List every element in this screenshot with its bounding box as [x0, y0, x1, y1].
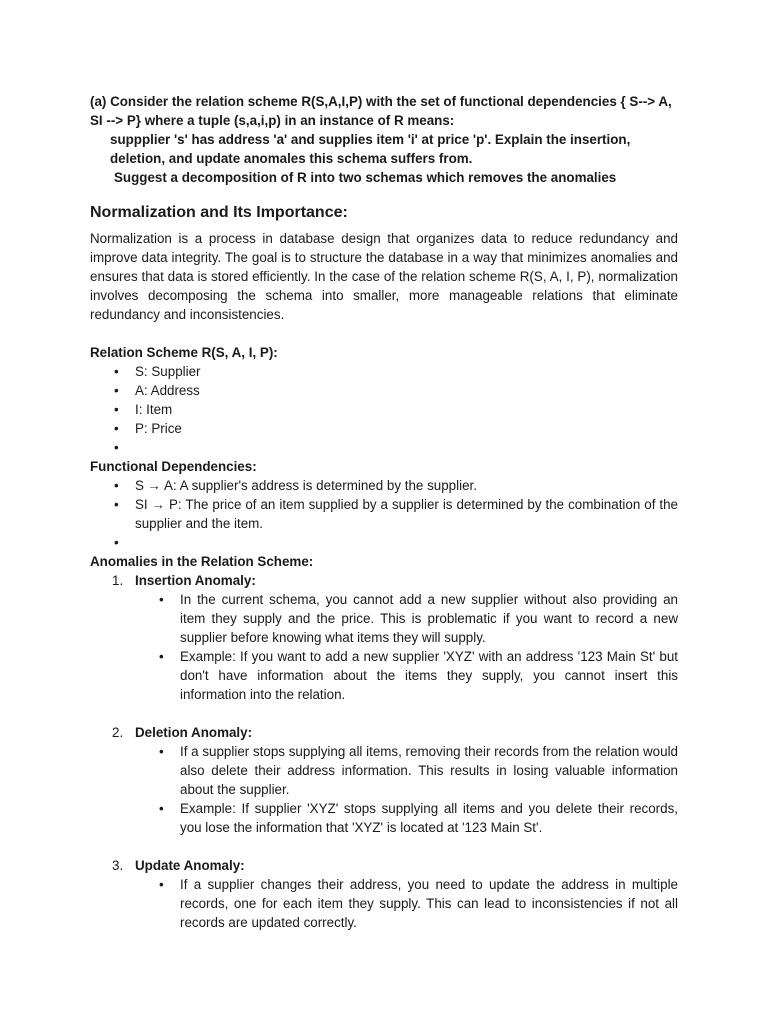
list-item-text: Example: If you want to add a new supplier 'XYZ' with an address '123 Main St' but don't have information about the items they supply, you cannot insert this information into the relation.	[180, 649, 678, 702]
list-item	[135, 799, 678, 837]
anomaly-number: 2.	[112, 725, 124, 740]
anomaly-item	[90, 856, 678, 932]
anomaly-points	[135, 590, 678, 704]
list-item-text: S: Supplier	[135, 364, 201, 379]
bullet-icon: •	[114, 535, 119, 550]
anomaly-number: 3.	[112, 858, 124, 873]
question-line-1: (a) Consider the relation scheme R(S,A,I,P) with the set of functional dependencies { S--> A, SI --> P} where a tuple (s,a,i,p) in an instance of R means:	[90, 94, 672, 128]
list-item-text: P: Price	[135, 421, 182, 436]
bullet-icon: •	[159, 744, 164, 759]
anomaly-points	[135, 875, 678, 932]
functional-dependencies-label: Functional Dependencies:	[90, 459, 257, 474]
list-item	[135, 742, 678, 799]
list-item-text: I: Item	[135, 402, 173, 417]
bullet-icon: •	[159, 649, 164, 664]
functional-dependencies-list	[90, 476, 678, 552]
question-line-3: Suggest a decomposition of R into two schemas which removes the anomalies	[114, 170, 617, 185]
bullet-icon: •	[114, 497, 119, 512]
relation-scheme-label: Relation Scheme R(S, A, I, P):	[90, 345, 278, 360]
relation-scheme-list	[90, 362, 678, 457]
list-item	[90, 419, 678, 438]
list-item-text: If a supplier changes their address, you need to update the address in multiple records, one for each item they supply. This can lead to inconsistencies if not all records are updated correctly.	[180, 877, 678, 930]
list-item	[135, 590, 678, 647]
list-item-text: A: Address	[135, 383, 200, 398]
anomaly-item	[90, 723, 678, 856]
document-page	[90, 92, 678, 932]
list-item	[90, 476, 678, 495]
anomaly-title: Insertion Anomaly:	[135, 573, 256, 588]
list-item-text: If a supplier stops supplying all items, removing their records from the relation would also delete their address information. This results in losing valuable information about the supplier.	[180, 744, 678, 797]
list-item	[135, 875, 678, 932]
list-item-text: In the current schema, you cannot add a new supplier without also providing an item they supply and the price. This is problematic if you want to record a new supplier before knowing what items they will supply.	[180, 592, 678, 645]
bullet-icon: •	[114, 402, 119, 417]
anomaly-title: Deletion Anomaly:	[135, 725, 253, 740]
bullet-icon: •	[159, 877, 164, 892]
bullet-icon: •	[114, 383, 119, 398]
bullet-icon: •	[114, 421, 119, 436]
list-item	[90, 362, 678, 381]
anomalies-label: Anomalies in the Relation Scheme:	[90, 554, 314, 569]
anomaly-title: Update Anomaly:	[135, 858, 245, 873]
bullet-icon: •	[114, 478, 119, 493]
bullet-icon: •	[114, 364, 119, 379]
bullet-icon: •	[159, 801, 164, 816]
bullet-icon: •	[159, 592, 164, 607]
intro-paragraph: Normalization is a process in database design that organizes data to reduce redundancy and improve data integrity. The goal is to structure the database in a way that minimizes anomalies and ensures that data is stored efficiently. In the case of the relation scheme R(S, A, I, P), normalization involves decomposing the schema into smaller, more manageable relations that eliminate redundancy and inconsistencies.	[90, 231, 678, 322]
list-item	[135, 647, 678, 704]
list-item	[90, 381, 678, 400]
anomaly-points	[135, 742, 678, 837]
section-heading: Normalization and Its Importance:	[90, 204, 348, 221]
list-item-text: S → A: A supplier's address is determined by the supplier.	[135, 478, 477, 493]
anomalies-list	[90, 571, 678, 932]
list-item	[90, 533, 678, 552]
list-item	[90, 438, 678, 457]
question-line-2: suppplier 's' has address 'a' and supplies item 'i' at price 'p'. Explain the insertion, deletion, and update anomales this schema suffers from.	[110, 132, 631, 166]
list-item	[90, 495, 678, 533]
list-item-text: Example: If supplier 'XYZ' stops supplying all items and you delete their records, you lose the information that 'XYZ' is located at '123 Main St'.	[180, 801, 678, 835]
anomaly-number: 1.	[112, 573, 124, 588]
question-block	[90, 92, 678, 187]
bullet-icon: •	[114, 440, 119, 455]
list-item-text: SI → P: The price of an item supplied by a supplier is determined by the combination of the supplier and the item.	[135, 497, 678, 531]
list-item	[90, 400, 678, 419]
anomaly-item	[90, 571, 678, 723]
